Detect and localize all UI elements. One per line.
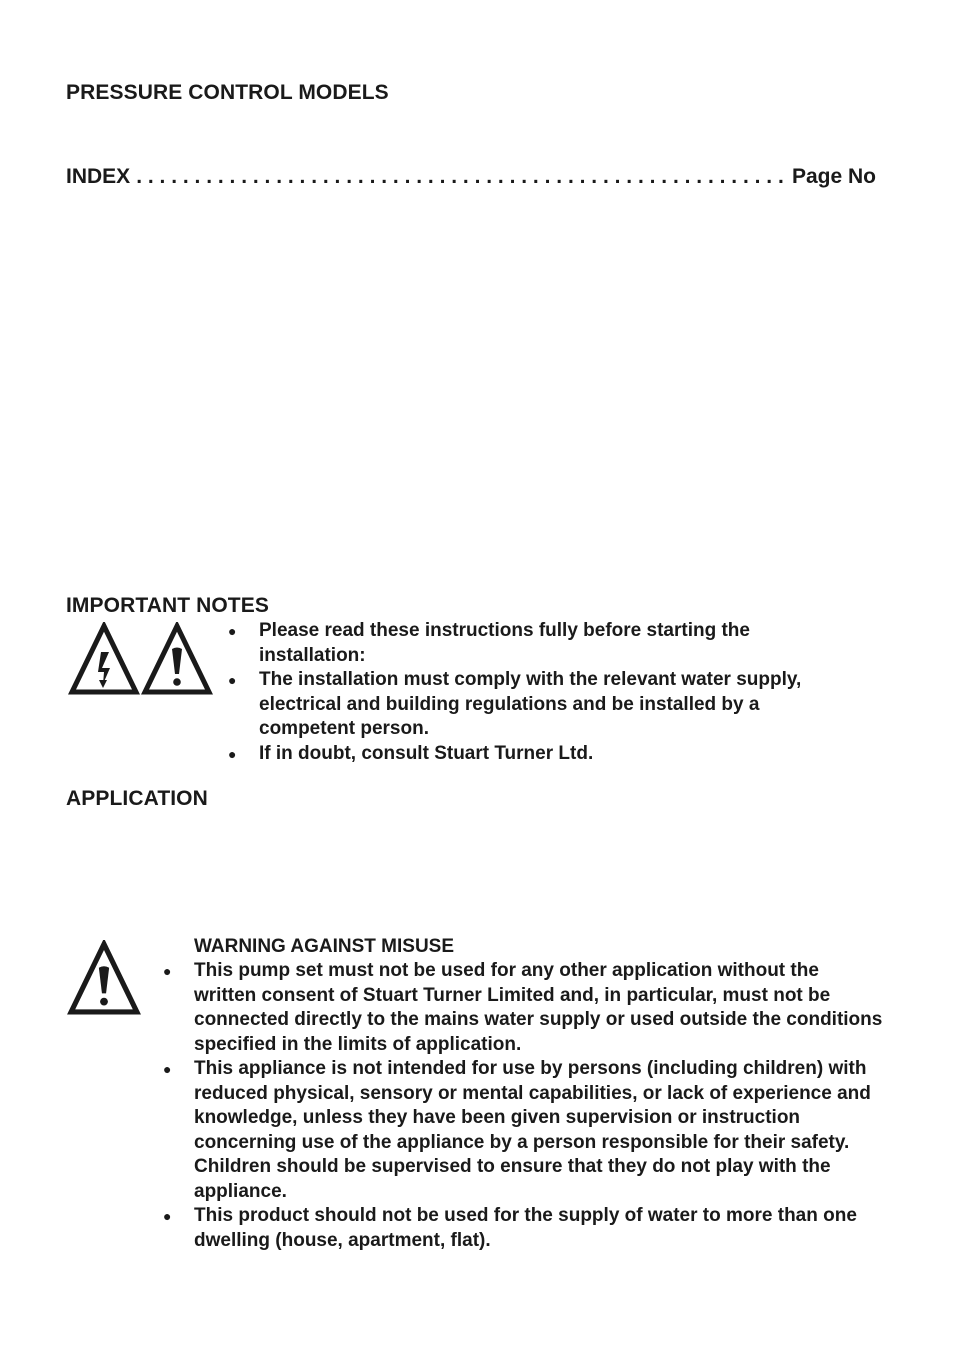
bullet-icon: ● [163,1061,172,1077]
warning-triangle-icon [141,622,213,696]
important-notes-heading: IMPORTANT NOTES [66,594,269,617]
list-item: ● Please read these instructions fully before starting the installation: [228,620,750,666]
list-item: ● The installation must comply with the relevant water supply, electrical and building regulations and be installed by a competent person. [228,669,802,739]
application-heading: APPLICATION [66,787,208,810]
bullet-icon: ● [228,745,237,762]
list-item: ● This pump set must not be used for any other application without the written consent of Stuart Turner Limited and, in particular, must not be connected directly to the mains water supply or used outside the conditions specified in the limits of application. [163,960,883,1055]
misuse-warning-triangle-icon [67,940,141,1016]
page-title: PRESSURE CONTROL MODELS [66,81,389,104]
children-note: Children should be supervised to ensure that they do not play with the appliance. [194,1156,831,1202]
index-page-label: Page No [791,165,876,188]
list-item: ● This appliance is not intended for use by persons (including children) with reduced physical, sensory or mental capabilities, or lack of experience and knowledge, unless they have been given supervision or instruction concerning use of the appliance by a person responsible for their safety. Children should be supervised to ensure that they do not play with the appliance. [194,1057,884,1204]
bullet-icon: ● [163,963,172,979]
index-line [66,165,876,189]
bullet-icon: ● [228,672,237,688]
list-item: ● If in doubt, consult Stuart Turner Ltd. [259,742,859,767]
bullet-icon: ● [228,623,237,639]
warning-list [163,959,884,1253]
index-label: INDEX [66,165,131,188]
bullet-icon: ● [163,1208,172,1224]
list-item: ● This product should not be used for the supply of water to more than one dwelling (house, apartment, flat). [163,1205,857,1251]
index-leader-dots [130,165,788,189]
warning-title: WARNING AGAINST MISUSE [194,936,455,957]
electrical-hazard-triangle-icon [68,622,140,696]
important-notes-list [228,619,859,766]
